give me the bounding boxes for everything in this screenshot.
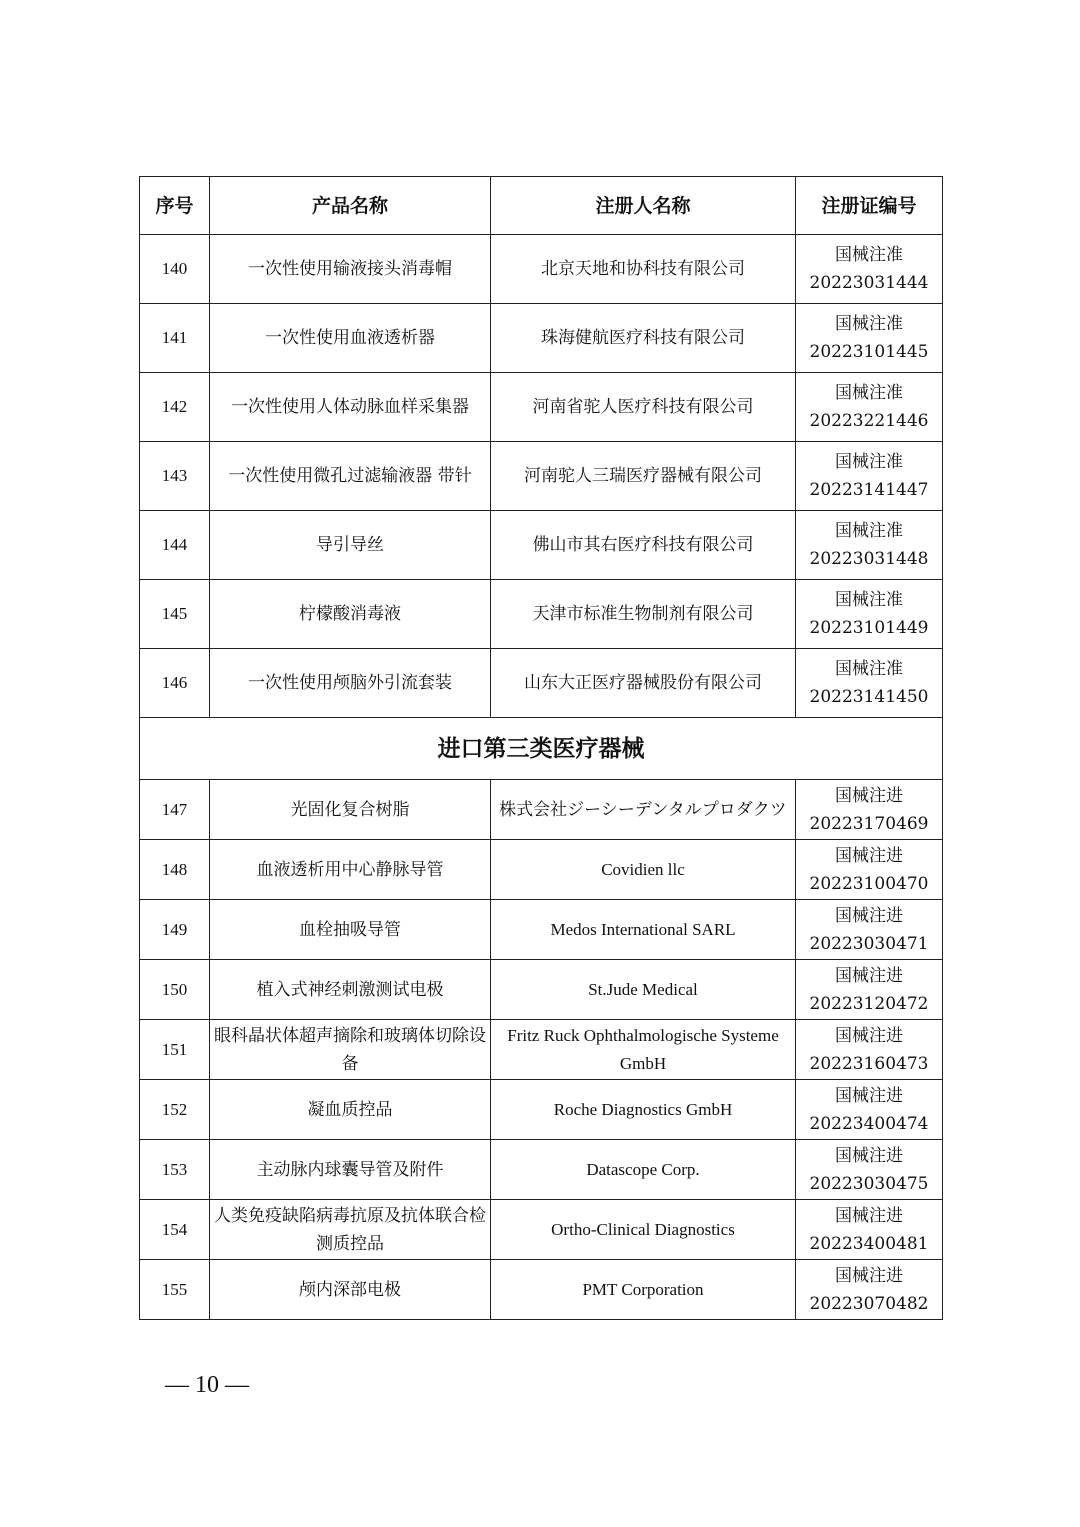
registrant-name: Ortho-Clinical Diagnostics [491, 1200, 796, 1260]
registrant-name: Covidien llc [491, 840, 796, 900]
certificate-prefix: 国械注进 [835, 785, 903, 806]
table-header-row [140, 177, 943, 235]
certificate-prefix: 国械注准 [835, 245, 903, 265]
serial-number: 147 [140, 780, 210, 840]
product-name: 血栓抽吸导管 [210, 900, 491, 960]
certificate-number [796, 580, 943, 649]
table-row [140, 840, 943, 900]
certificate-digits: 20223141447 [809, 480, 929, 500]
product-name: 柠檬酸消毒液 [210, 580, 491, 649]
certificate-number [796, 1140, 943, 1200]
certificate-prefix: 国械注进 [835, 905, 903, 926]
table-row [140, 373, 943, 442]
product-name: 血液透析用中心静脉导管 [210, 840, 491, 900]
certificate-prefix: 国械注准 [835, 383, 903, 403]
certificate-digits: 20223030471 [809, 933, 929, 954]
registrant-name: Datascope Corp. [491, 1140, 796, 1200]
registrant-name: 北京天地和协科技有限公司 [491, 235, 796, 304]
table-row [140, 1140, 943, 1200]
certificate-number [796, 900, 943, 960]
registration-table [139, 176, 943, 1320]
product-name: 植入式神经刺激测试电极 [210, 960, 491, 1020]
product-name: 一次性使用输液接头消毒帽 [210, 235, 491, 304]
table-row [140, 442, 943, 511]
serial-number: 143 [140, 442, 210, 511]
certificate-prefix: 国械注进 [835, 1145, 903, 1166]
certificate-digits: 20223031448 [809, 549, 929, 569]
page-number: — 10 — [165, 1372, 249, 1398]
serial-number: 149 [140, 900, 210, 960]
certificate-number [796, 1260, 943, 1320]
certificate-prefix: 国械注准 [835, 452, 903, 472]
registrant-name: St.Jude Medical [491, 960, 796, 1020]
table-row [140, 960, 943, 1020]
product-name: 导引导丝 [210, 511, 491, 580]
certificate-prefix: 国械注进 [835, 1265, 903, 1286]
certificate-digits: 20223101449 [809, 618, 929, 638]
serial-number: 151 [140, 1020, 210, 1080]
certificate-digits: 20223031444 [809, 273, 929, 293]
certificate-digits: 20223221446 [809, 411, 929, 431]
registrant-name: Fritz Ruck Ophthalmologische Systeme GmbH [491, 1020, 796, 1080]
registrant-name: 珠海健航医疗科技有限公司 [491, 304, 796, 373]
header-certificate-number: 注册证编号 [796, 177, 943, 235]
registrant-name: 佛山市其右医疗科技有限公司 [491, 511, 796, 580]
table-row [140, 304, 943, 373]
serial-number: 146 [140, 649, 210, 718]
serial-number: 145 [140, 580, 210, 649]
certificate-number [796, 1020, 943, 1080]
registrant-name: Medos International SARL [491, 900, 796, 960]
certificate-number [796, 511, 943, 580]
table-row [140, 780, 943, 840]
registrant-name: PMT Corporation [491, 1260, 796, 1320]
certificate-number [796, 442, 943, 511]
serial-number: 155 [140, 1260, 210, 1320]
header-serial: 序号 [140, 177, 210, 235]
serial-number: 141 [140, 304, 210, 373]
table-row [140, 900, 943, 960]
registrant-name: 天津市标准生物制剂有限公司 [491, 580, 796, 649]
table-row [140, 235, 943, 304]
header-product-name: 产品名称 [210, 177, 491, 235]
certificate-number [796, 1200, 943, 1260]
registrant-name: 山东大正医疗器械股份有限公司 [491, 649, 796, 718]
serial-number: 150 [140, 960, 210, 1020]
certificate-digits: 20223141450 [809, 687, 929, 707]
product-name: 凝血质控品 [210, 1080, 491, 1140]
certificate-number [796, 304, 943, 373]
certificate-prefix: 国械注进 [835, 1025, 903, 1046]
product-name: 颅内深部电极 [210, 1260, 491, 1320]
product-name: 光固化复合树脂 [210, 780, 491, 840]
header-registrant-name: 注册人名称 [491, 177, 796, 235]
product-name: 一次性使用人体动脉血样采集器 [210, 373, 491, 442]
product-name: 主动脉内球囊导管及附件 [210, 1140, 491, 1200]
table-row [140, 511, 943, 580]
table-row [140, 1260, 943, 1320]
serial-number: 148 [140, 840, 210, 900]
certificate-digits: 20223400474 [809, 1113, 929, 1134]
certificate-number [796, 373, 943, 442]
certificate-prefix: 国械注进 [835, 1205, 903, 1226]
product-name: 一次性使用颅脑外引流套装 [210, 649, 491, 718]
serial-number: 153 [140, 1140, 210, 1200]
serial-number: 154 [140, 1200, 210, 1260]
certificate-number [796, 780, 943, 840]
table-row [140, 1080, 943, 1140]
section-row [140, 718, 943, 780]
certificate-digits: 20223120472 [809, 993, 929, 1014]
product-name: 眼科晶状体超声摘除和玻璃体切除设备 [210, 1020, 491, 1080]
product-name: 人类免疫缺陷病毒抗原及抗体联合检测质控品 [210, 1200, 491, 1260]
table-row [140, 649, 943, 718]
registrant-name: 河南省驼人医疗科技有限公司 [491, 373, 796, 442]
registrant-name: 株式会社ジーシーデンタルプロダクツ [491, 780, 796, 840]
serial-number: 152 [140, 1080, 210, 1140]
serial-number: 142 [140, 373, 210, 442]
certificate-number [796, 235, 943, 304]
certificate-prefix: 国械注准 [835, 659, 903, 679]
certificate-digits: 20223160473 [809, 1053, 929, 1074]
certificate-prefix: 国械注准 [835, 521, 903, 541]
certificate-prefix: 国械注进 [835, 1085, 903, 1106]
certificate-number [796, 840, 943, 900]
table-row [140, 580, 943, 649]
certificate-prefix: 国械注进 [835, 845, 903, 866]
certificate-digits: 20223170469 [809, 813, 929, 834]
certificate-number [796, 1080, 943, 1140]
certificate-digits: 20223070482 [809, 1293, 929, 1314]
certificate-number [796, 960, 943, 1020]
section-title: 进口第三类医疗器械 [140, 718, 943, 780]
certificate-digits: 20223101445 [809, 342, 929, 362]
certificate-prefix: 国械注准 [835, 590, 903, 610]
certificate-prefix: 国械注进 [835, 965, 903, 986]
certificate-number [796, 649, 943, 718]
certificate-digits: 20223030475 [809, 1173, 929, 1194]
registrant-name: Roche Diagnostics GmbH [491, 1080, 796, 1140]
registrant-name: 河南驼人三瑞医疗器械有限公司 [491, 442, 796, 511]
product-name: 一次性使用微孔过滤输液器 带针 [210, 442, 491, 511]
table-row [140, 1200, 943, 1260]
certificate-digits: 20223100470 [809, 873, 929, 894]
serial-number: 140 [140, 235, 210, 304]
serial-number: 144 [140, 511, 210, 580]
table-row [140, 1020, 943, 1080]
certificate-digits: 20223400481 [809, 1233, 929, 1254]
product-name: 一次性使用血液透析器 [210, 304, 491, 373]
certificate-prefix: 国械注准 [835, 314, 903, 334]
